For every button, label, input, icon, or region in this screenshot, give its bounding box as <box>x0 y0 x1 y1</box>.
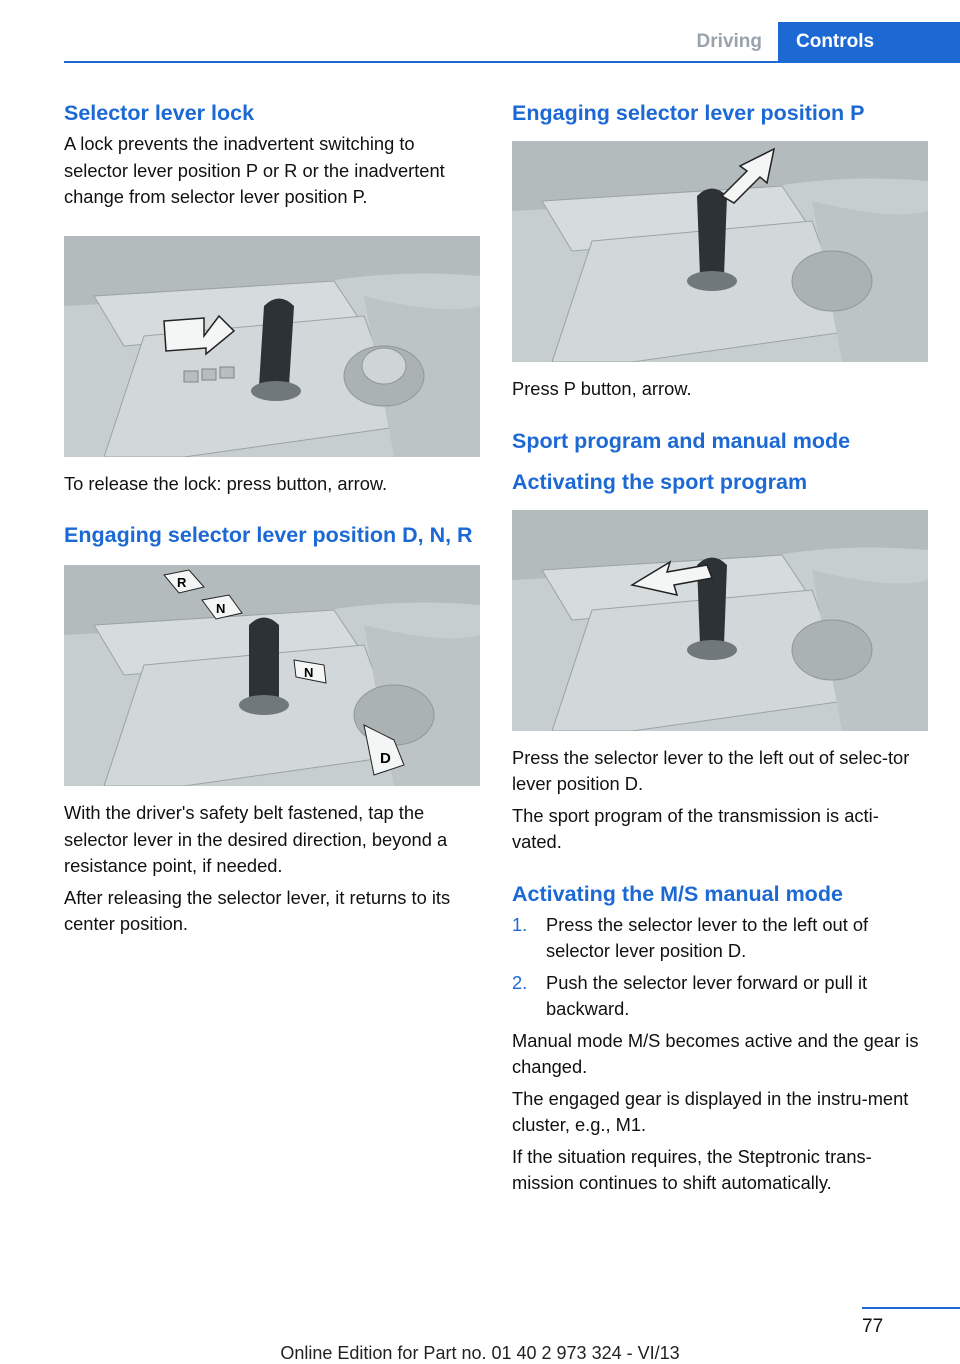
section-label: Driving <box>696 31 762 52</box>
manual-heading: Activating the M/S manual mode <box>512 881 843 906</box>
manual-text-1: Manual mode M/S becomes active and the gear is changed. <box>512 1029 919 1077</box>
sport-heading: Sport program and manual mode <box>512 428 851 453</box>
chapter-tab: Controls <box>778 22 960 62</box>
lever-lock-illustration <box>64 236 480 457</box>
label-n-upper: N <box>216 601 226 616</box>
list-item <box>512 970 928 1023</box>
p-position-heading: Engaging selector lever position P <box>512 101 865 125</box>
step-number: 2. <box>512 971 528 993</box>
label-d: D <box>380 750 391 767</box>
step-text: Push the selector lever forward or pull it backward. <box>546 971 868 1019</box>
label-r: R <box>177 575 187 590</box>
page-header <box>697 22 960 62</box>
sport-text-2: The sport program of the transmission is acti-vated. <box>512 804 879 852</box>
dnr-text-2: After releasing the selector lever, it returns to its center position. <box>64 886 451 934</box>
lever-sport-illustration <box>512 510 928 731</box>
lock-caption: To release the lock: press button, arrow. <box>64 472 388 494</box>
dnr-heading: Engaging selector lever position D, N, R <box>64 523 473 547</box>
left-column <box>64 100 480 943</box>
dnr-text-1: With the driver's safety belt fastened, tap the selector lever in the desired direction, beyond a resistance point, if needed. <box>64 802 448 876</box>
edition-note: Online Edition for Part no. 01 40 2 973 324 - VI/13 <box>280 1343 680 1363</box>
footer-rule <box>862 1307 960 1309</box>
sport-text-1: Press the selector lever to the left out of selec-tor lever position D. <box>512 746 910 794</box>
lever-p-illustration <box>512 141 928 362</box>
lock-text: A lock prevents the inadvertent switching to selector lever position P or R or the inadvertent change from selector lever position P. <box>64 133 445 207</box>
sport-subheading: Activating the sport program <box>512 469 808 494</box>
right-column <box>512 100 928 1202</box>
page-number: 77 <box>862 1316 884 1337</box>
p-position-caption: Press P button, arrow. <box>512 378 692 399</box>
label-n-lower: N <box>304 665 314 680</box>
header-rule <box>64 61 960 63</box>
lock-heading: Selector lever lock <box>64 101 255 125</box>
manual-steps <box>512 912 928 1023</box>
manual-text-2: The engaged gear is displayed in the instru-ment cluster, e.g., M1. <box>512 1087 909 1135</box>
step-text: Press the selector lever to the left out of selector lever position D. <box>546 913 869 961</box>
manual-text-3: If the situation requires, the Steptronic trans-mission continues to shift automatically. <box>512 1145 872 1193</box>
list-item <box>512 912 928 965</box>
step-number: 1. <box>512 913 528 935</box>
lever-dnr-illustration <box>64 565 480 786</box>
